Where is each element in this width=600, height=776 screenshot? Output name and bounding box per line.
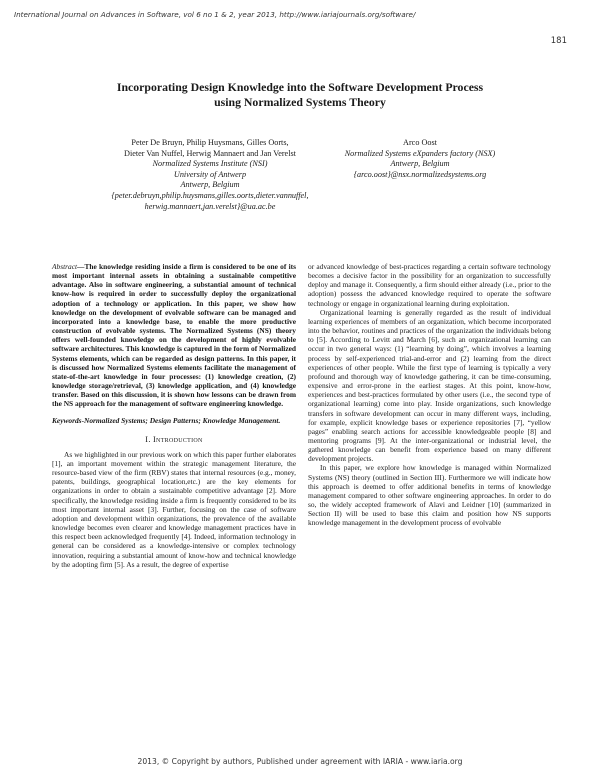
author-emails-line-1[interactable]: {peter.debruyn,philip.huysmans,gilles.oorts,dieter.vannuffel, — [111, 190, 309, 200]
section-numeral: I. — [145, 434, 151, 444]
title-line-2: using Normalized Systems Theory — [214, 95, 386, 109]
affiliation-location: Antwerp, Belgium — [180, 180, 240, 190]
abstract — [52, 262, 296, 409]
author-block-left — [90, 138, 330, 212]
abstract-lead: Abstract — [52, 262, 78, 271]
author-block-right — [330, 138, 510, 180]
author-email[interactable]: {arco.oost}@nsx.normalizedsystems.org — [353, 169, 487, 179]
journal-header: International Journal on Advances in Software, vol 6 no 1 & 2, year 2013, http://www.iariajournals.org/software/ — [14, 10, 416, 19]
left-column — [52, 262, 296, 569]
author-name: Arco Oost — [403, 138, 437, 147]
right-paragraph-2: Organizational learning is generally regarded as the result of individual learning experiences of members of an organization, which become incorporated into the behavior, routines and practices of the organization the individuals belong to [5]. According to Levitt and March [6], such an organizational learning can occur in two general ways: (1) “learning by doing”, which involves a learning process by self-experienced trial-and-error and (2) learning from the direct experiences of other people. While the first type of learning is typically a very profound and thorough way of knowledge gathering, it can be time-consuming, expensive and error-prone in the earliest stages. At this point, know-how, experiences and best-practices formulated by other users (i.e., the second type of organizational learning) come into play. Inside organizations, such knowledge transfers in software development can occur in many different ways, including, for example, explicit knowledge bases or experience repositories [7], “yellow pages” enabling search actions for accessible knowledgeable people [8] and mentoring programs [9]. At the inter-organizational or industrial level, the gathered knowledge can benefit from experience based on many different development projects. — [308, 307, 551, 464]
author-emails-line-2[interactable]: herwig.mannaert,jan.verelst}@ua.ac.be — [144, 201, 276, 211]
author-names-line-1: Peter De Bruyn, Philip Huysmans, Gilles Oorts, — [131, 138, 289, 147]
intro-paragraph-1: As we highlighted in our previous work on which this paper further elaborates [1], an important movement within the strategic management literature, the resource-based view of the firm (RBV) states that internal resources (e.g., money, patents, buildings, geographical location,etc.) are the key elements for organizations in order to obtain a sustainable competitive advantage [2]. More specifically, the knowledge residing inside a firm is frequently considered to be its most important internal asset [3]. Further, focusing on the case of software adoption and development within organizations, the prevalence of the available knowledge becomes even clearer and knowledge management practices have in this respect been acknowledged frequently [4]. Indeed, information technology in general can be considered as a knowledge-intensive or complex technology innovation, requiring a substantial amount of know-how and technical knowledge by the adopting firm [5]. As a result, the degree of expertise — [52, 449, 296, 569]
right-paragraph-3: In this paper, we explore how knowledge is managed within Normalized Systems (NS) theory (outlined in Section III). Furthermore we will indicate how this approach is deemed to offer additional benefits in terms of knowledge management compared to other software engineering approaches. In order to do so, the widely accepted framework of Alavi and Leidner [10] (summarized in Section II) will be used to base this claim and position how NS supports knowledge management in the development process of evolvable — [308, 463, 551, 528]
right-paragraph-1: or advanced knowledge of best-practices regarding a certain software technology becomes a decisive factor in the possibility for an organization to successfully deploy and manage it. Consequently, a firm should either already (i.e., prior to the adoption) possess the advanced knowledge required to operate the software technology or engage in organizational learning during exploitation. — [308, 262, 551, 308]
affiliation-company: Normalized Systems eXpanders factory (NSX) — [344, 148, 496, 158]
section-title: Introduction — [153, 434, 203, 444]
affiliation-location: Antwerp, Belgium — [390, 159, 450, 169]
right-column — [308, 262, 551, 528]
author-names-line-2: Dieter Van Nuffel, Herwig Mannaert and Jan Verelst — [124, 148, 296, 158]
keywords: Keywords-Normalized Systems; Design Patterns; Knowledge Management. — [52, 415, 281, 425]
title-line-1: Incorporating Design Knowledge into the Software Development Process — [116, 80, 484, 94]
paper-title — [60, 80, 540, 110]
section-heading-introduction — [52, 435, 296, 444]
page-number: 181 — [550, 36, 567, 46]
abstract-text: —The knowledge residing inside a firm is considered to be one of its most important internal assets in obtaining a sustainable competitive advantage. Also in software engineering, a substantial amount of technical know-how is required in order to successfully deploy the organizational adoption of a technology or application. In this paper, we show how knowledge on the development of evolvable software can be managed and incorporated into a knowledge base, to enable the more productive construction of evolvable systems. The Normalized Systems (NS) theory offers well-founded knowledge on the development of highly evolvable software architectures. This knowledge is captured in the form of Normalized Systems elements, which can be regarded as design patterns. In this paper, it is discussed how Normalized Systems elements facilitate the management of state-of-the-art knowledge in four processes: (1) knowledge creation, (2) knowledge storage/retrieval, (3) knowledge application, and (4) knowledge transfer. Based on this discussion, it is shown how lessons can be drawn from the NS approach for the management of software engineering knowledge. — [52, 262, 296, 409]
affiliation-university: University of Antwerp — [173, 169, 247, 179]
page-footer: 2013, © Copyright by authors, Published under agreement with IARIA - www.iaria.org — [137, 757, 463, 766]
affiliation-institute: Normalized Systems Institute (NSI) — [152, 159, 268, 169]
